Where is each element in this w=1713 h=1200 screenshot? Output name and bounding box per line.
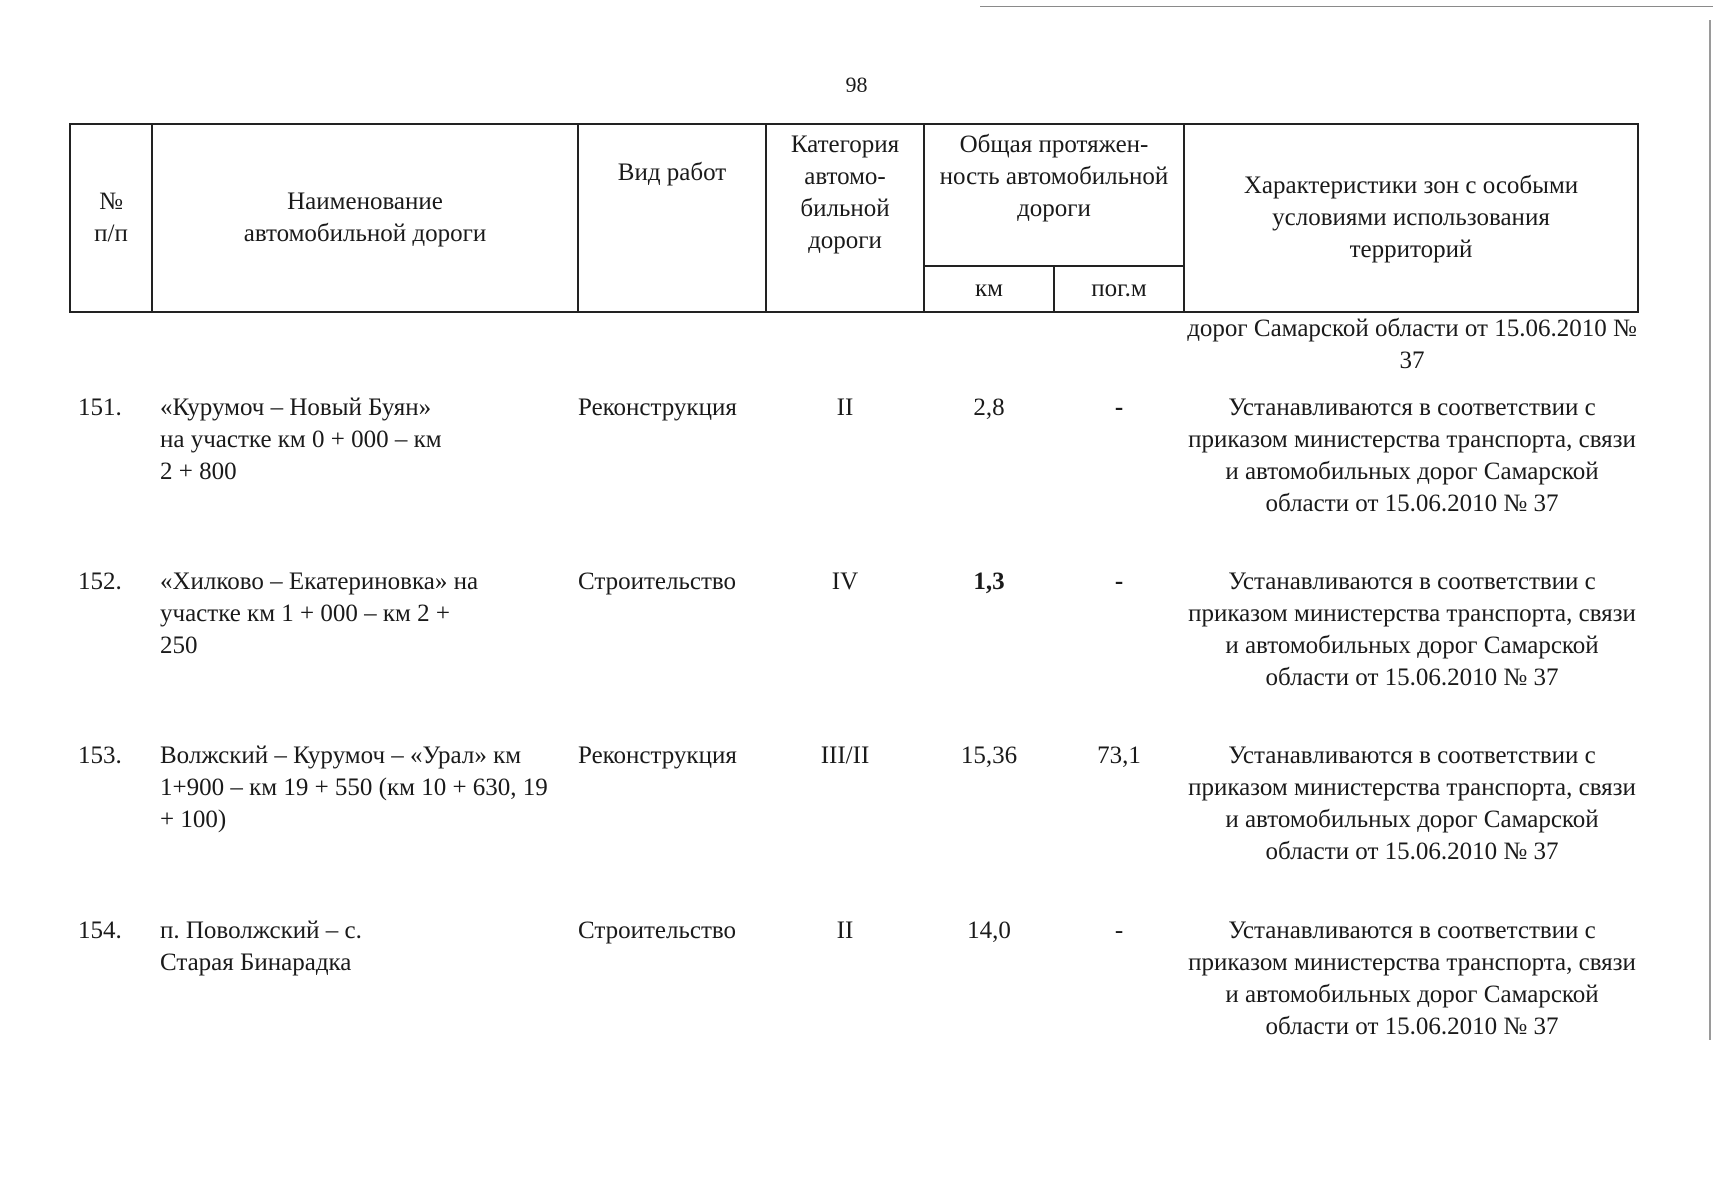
row-number: 151. — [78, 394, 122, 421]
zone-characteristics: Устанавливаются в соответствии с приказом министерства транспорта, связи и автомобильных дорог Самарской области от 15.06.2010 № 37 — [1188, 568, 1636, 691]
length-pog: - — [1114, 568, 1124, 595]
work-type: Реконструкция — [578, 394, 737, 421]
row-number: 152. — [78, 568, 122, 595]
road-name: п. Поволжский – с. Старая Бинарадка — [160, 917, 362, 976]
continuation-text: дорог Самарской области от 15.06.2010 № 37 — [1187, 315, 1637, 374]
table-row — [0, 740, 1713, 910]
header-length-text: Общая протяжен- ность автомобильной дороги — [939, 131, 1169, 222]
road-category: IV — [831, 568, 859, 595]
length-km: 2,8 — [973, 394, 1005, 421]
road-category: II — [836, 394, 854, 421]
row-number: 153. — [78, 742, 122, 769]
work-type: Реконструкция — [578, 742, 737, 769]
length-km: 14,0 — [967, 917, 1011, 944]
table-row — [0, 392, 1713, 562]
header-km: км — [924, 266, 1054, 312]
header-name — [152, 124, 578, 312]
road-category: II — [836, 917, 854, 944]
table-row — [0, 915, 1713, 1085]
header-characteristics-text: Характеристики зон с особыми условиями использования территорий — [1243, 172, 1579, 263]
header-category-text: Категория автомо- бильной дороги — [790, 131, 900, 254]
header-pog: пог.м — [1054, 266, 1184, 312]
zone-characteristics: Устанавливаются в соответствии с приказом министерства транспорта, связи и автомобильных дорог Самарской области от 15.06.2010 № 37 — [1188, 394, 1636, 517]
work-type: Строительство — [578, 568, 737, 595]
header-num — [70, 124, 152, 312]
length-pog: 73,1 — [1097, 742, 1141, 769]
header-characteristics — [1184, 124, 1638, 312]
length-km: 1,3 — [973, 568, 1005, 595]
table-row — [0, 566, 1713, 736]
scan-edge-top — [980, 6, 1713, 7]
header-category — [766, 124, 924, 312]
road-name: «Курумоч – Новый Буян» на участке км 0 + 000 – км 2 + 800 — [160, 394, 442, 485]
road-category: III/II — [820, 742, 870, 769]
header-name-text: Наименование автомобильной дороги — [243, 188, 487, 247]
header-length — [924, 124, 1184, 266]
road-name: «Хилково – Екатериновка» на участке км 1 + 000 – км 2 + 250 — [160, 568, 479, 659]
length-pog: - — [1114, 394, 1124, 421]
road-name: Волжский – Курумоч – «Урал» км 1+900 – км 19 + 550 (км 10 + 630, 19 + 100) — [160, 742, 548, 833]
zone-characteristics: Устанавливаются в соответствии с приказом министерства транспорта, связи и автомобильных дорог Самарской области от 15.06.2010 № 37 — [1188, 742, 1636, 865]
row-number: 154. — [78, 917, 122, 944]
zone-characteristics: Устанавливаются в соответствии с приказом министерства транспорта, связи и автомобильных дорог Самарской области от 15.06.2010 № 37 — [1188, 917, 1636, 1040]
length-km: 15,36 — [960, 742, 1018, 769]
work-type: Строительство — [578, 917, 737, 944]
header-work-text: Вид работ — [617, 159, 727, 186]
header-num-text: № п/п — [94, 188, 128, 247]
table-header — [69, 123, 1639, 313]
page-number: 98 — [845, 72, 868, 97]
length-pog: - — [1114, 917, 1124, 944]
header-work — [578, 124, 766, 312]
